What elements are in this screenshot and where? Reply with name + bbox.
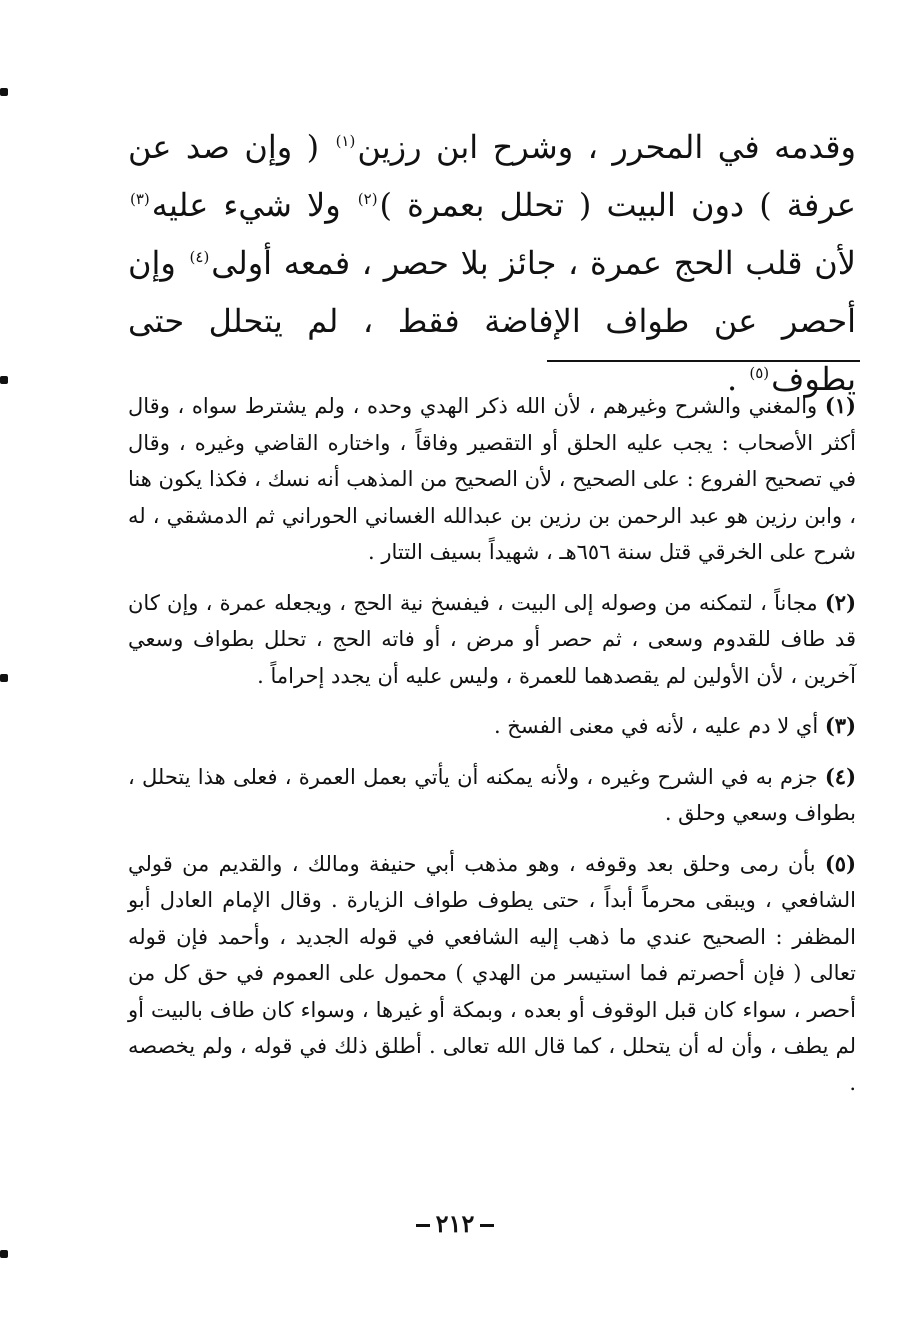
folio-dash <box>480 1224 494 1227</box>
footnote-ref: (١) <box>335 132 356 151</box>
footnote-number: (٢) <box>824 589 856 615</box>
scan-edge-mark <box>0 674 8 682</box>
footnote-text: مجاناً ، لتمكنه من وصوله إلى البيت ، فيفسخ نية الحج ، ويجعله عمرة ، وإن كان قد طاف للقدوم وسعى ، ثم حصر أو مرض ، أو فاته الحج ، تحلل بطواف وسعي آخرين ، لأن الأولين لم يقصدهما للعمرة ، وليس عليه أن يجدد إحراماً . <box>128 590 856 688</box>
page-number-value: ٢١٢ <box>435 1209 475 1238</box>
footnote <box>128 388 856 571</box>
footnote-text: أي لا دم عليه ، لأنه في معنى الفسخ . <box>493 714 819 738</box>
footnote-number: (٥) <box>824 850 856 876</box>
footnote <box>128 708 856 745</box>
footnote-ref: (٥) <box>749 364 770 383</box>
scan-edge-mark <box>0 1250 8 1258</box>
footnote-text: جزم به في الشرح وغيره ، ولأنه يمكنه أن يأتي بعمل العمرة ، فعلى هذا يتحلل ، بطواف وسعي وحلق . <box>128 764 856 825</box>
main-text-segment: لأن قلب الحج عمرة ، جائز بلا حصر ، فمعه أولى <box>211 244 857 282</box>
footnote-number: (١) <box>824 393 856 418</box>
footnote-ref: (٢) <box>357 190 378 209</box>
main-text <box>128 118 856 408</box>
footnote-text: بأن رمى وحلق بعد وقوفه ، وهو مذهب أبي حنيفة ومالك ، والقديم من قولي الشافعي ، ويبقى محرماً أبداً ، حتى يطوف طواف الزيارة . وقال الإمام العادل أبو المظفر : الصحيح عندي ما ذهب إليه الشافعي في قوله الجديد ، وأحمد فإن قوله تعالى ( فإن أحصرتم فما استيسر من الهدي ) محمول على العموم في حق كل من أحصر ، سواء كان قبل الوقوف أو بعده ، وبمكة أو غيرها ، وسواء كان طاف بالبيت أو لم يطف ، وأن له أن يتحلل ، كما قال الله تعالى . أطلق ذلك في قوله ، ولم يخصصه . <box>128 851 856 1095</box>
scan-edge-mark <box>0 88 8 96</box>
folio-dash <box>416 1224 430 1227</box>
main-paragraph <box>128 118 856 408</box>
scan-edge-mark <box>0 376 8 384</box>
footnote-ref: (٣) <box>130 190 150 209</box>
footnote-separator <box>547 360 860 362</box>
footnote-text: والمغني والشرح وغيرهم ، لأن الله ذكر الهدي وحده ، ولم يشترط سواه ، وقال أكثر الأصحاب : يجب عليه الحلق أو التقصير وفاقاً ، واختاره القاضي وغيره ، وقال في تصحيح الفروع : على الصحيح ، لأن الصحيح من المذهب أنه نسك ، فكذا يكون هنا ، وابن رزين هو عبد الرحمن بن رزين بن عبدالله الغساني الحوراني ثم الدمشقي ، له شرح على الخرقي قتل سنة ٦٥٦هـ ، شهيداً بسيف التتار . <box>128 394 856 564</box>
footnotes <box>128 388 856 1115</box>
main-text-segment: ولا شيء عليه <box>151 186 356 224</box>
main-text-segment: ( وإن صد عن عرفة ) دون البيت ( تحلل بعمرة ) <box>128 128 857 224</box>
footnote <box>128 585 856 695</box>
footnote <box>128 759 856 832</box>
footnote-number: (٣) <box>824 713 856 738</box>
page-number <box>0 1204 910 1244</box>
main-text-segment: . <box>727 360 748 398</box>
footnote <box>128 846 856 1102</box>
main-text-segment: وقدمه في المحرر ، وشرح ابن رزين <box>357 128 857 166</box>
main-text-segment: وإن أحصر عن طواف الإفاضة فقط ، لم يتحلل حتى يطوف <box>128 244 856 398</box>
footnote-number: (٤) <box>824 763 856 789</box>
footnote-ref: (٤) <box>189 248 210 267</box>
